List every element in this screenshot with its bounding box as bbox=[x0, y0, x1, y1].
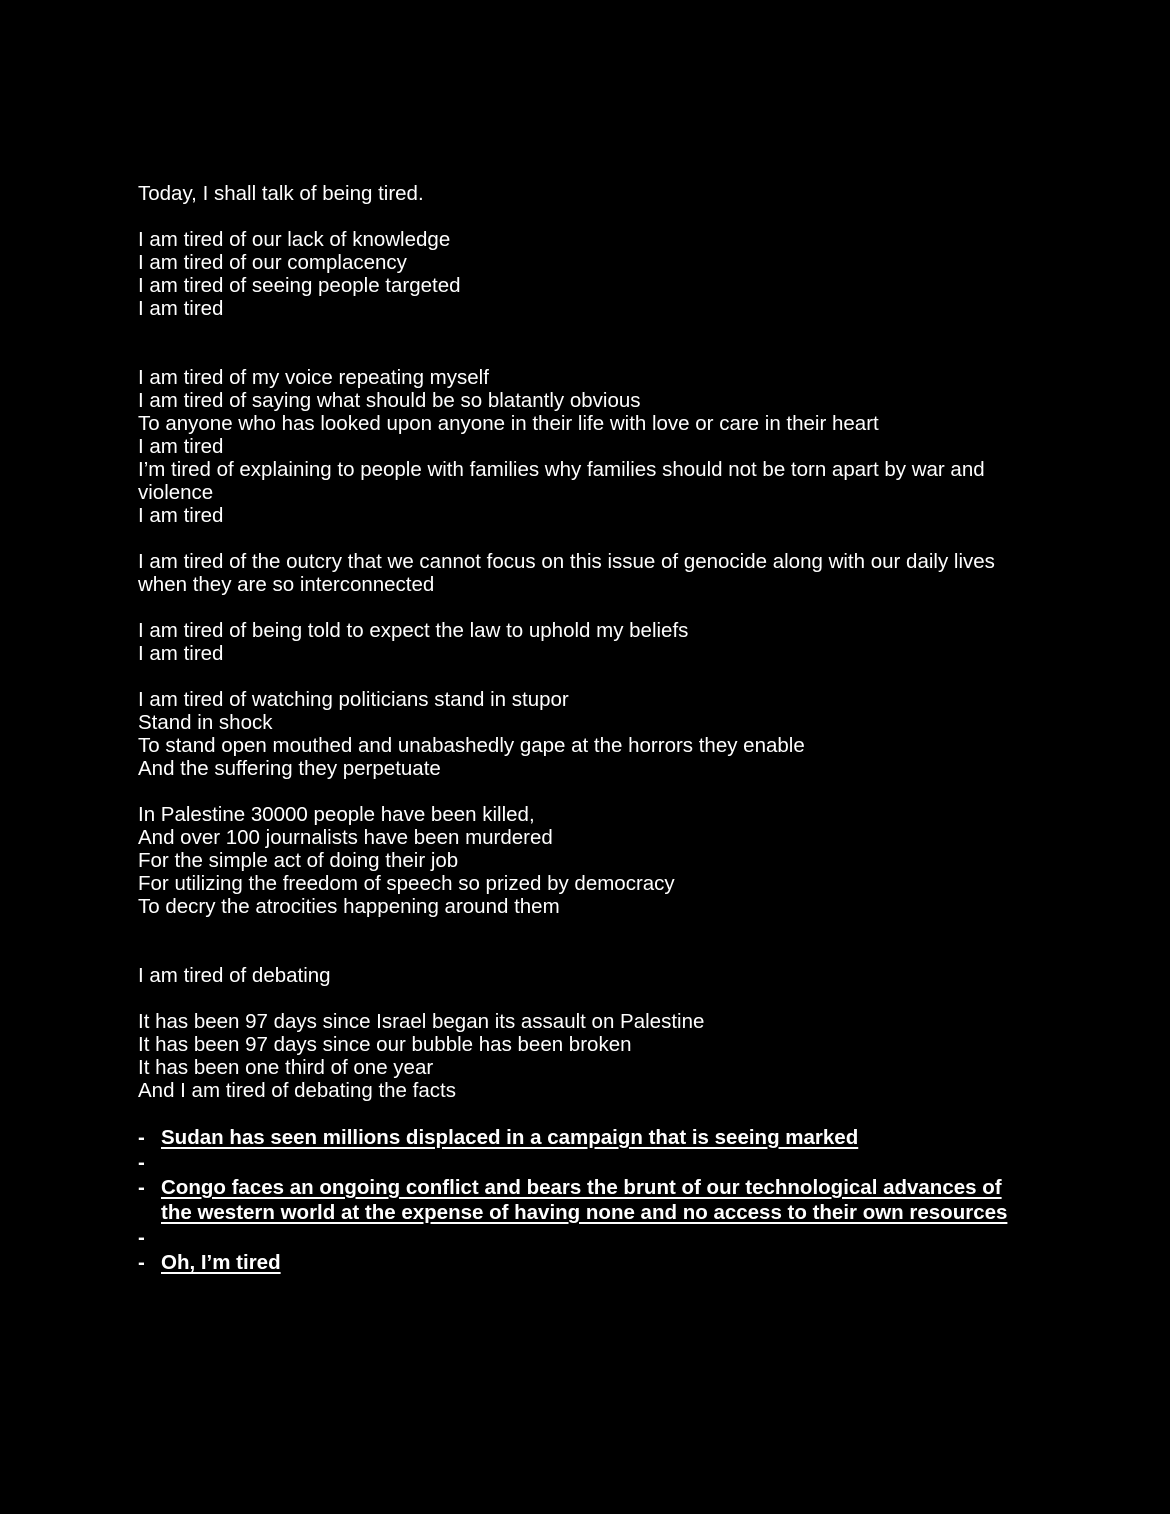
poem-line: I am tired of watching politicians stand in stupor bbox=[138, 688, 569, 711]
poem-line: It has been 97 days since our bubble has been broken bbox=[138, 1033, 632, 1056]
poem-line: I am tired of saying what should be so blatantly obvious bbox=[138, 389, 641, 412]
stanza-6 bbox=[138, 803, 1038, 918]
list-item-text: Congo faces an ongoing conflict and bears the brunt of our technological advances of the western world at the expense of having none and no access to their own resources bbox=[161, 1176, 1008, 1224]
poem-line: I’m tired of explaining to people with families why families should not be torn apart by war and violence bbox=[138, 458, 985, 504]
poem-line: In Palestine 30000 people have been killed, bbox=[138, 803, 535, 826]
stanza-break bbox=[138, 665, 1038, 688]
stanza-3 bbox=[138, 550, 1038, 596]
poem-line: I am tired bbox=[138, 504, 224, 527]
poem-line: For the simple act of doing their job bbox=[138, 849, 459, 872]
opening-line: Today, I shall talk of being tired. bbox=[138, 182, 424, 205]
poem-line: And the suffering they perpetuate bbox=[138, 757, 441, 780]
bullet-dash: - bbox=[138, 1176, 145, 1199]
stanza-break bbox=[138, 205, 1038, 228]
stanza-break bbox=[138, 780, 1038, 803]
poem-line: And I am tired of debating the facts bbox=[138, 1079, 456, 1102]
poem-line: I am tired bbox=[138, 642, 224, 665]
poem-line: I am tired of our lack of knowledge bbox=[138, 228, 451, 251]
poem-line: I am tired of my voice repeating myself bbox=[138, 366, 489, 389]
poem-line: I am tired of our complacency bbox=[138, 251, 407, 274]
poem-line: Stand in shock bbox=[138, 711, 273, 734]
stanza-break bbox=[138, 527, 1038, 550]
bullet-dash: - bbox=[138, 1226, 145, 1249]
poem-line: I am tired bbox=[138, 297, 224, 320]
poem-line: It has been one third of one year bbox=[138, 1056, 434, 1079]
list-item bbox=[138, 1225, 1038, 1250]
list-item-text: Sudan has seen millions displaced in a campaign that is seeing marked bbox=[161, 1126, 859, 1149]
stanza-4 bbox=[138, 619, 1038, 665]
stanza-break bbox=[138, 320, 1038, 366]
stanza-break bbox=[138, 987, 1038, 1010]
poem-line: I am tired of seeing people targeted bbox=[138, 274, 461, 297]
bullet-list bbox=[138, 1125, 1038, 1275]
poem-line: To decry the atrocities happening around them bbox=[138, 895, 560, 918]
list-item bbox=[138, 1150, 1038, 1175]
list-item bbox=[138, 1125, 1038, 1150]
bullet-dash: - bbox=[138, 1126, 145, 1149]
stanza-7 bbox=[138, 964, 1038, 987]
stanza-8 bbox=[138, 1010, 1038, 1102]
poem-line: For utilizing the freedom of speech so prized by democracy bbox=[138, 872, 675, 895]
stanza-2 bbox=[138, 366, 1038, 527]
poem-body bbox=[138, 182, 1038, 1275]
poem-line: To stand open mouthed and unabashedly gape at the horrors they enable bbox=[138, 734, 805, 757]
bullet-dash: - bbox=[138, 1151, 145, 1174]
list-item bbox=[138, 1250, 1038, 1275]
poem-line: I am tired bbox=[138, 435, 224, 458]
stanza-break bbox=[138, 596, 1038, 619]
list-item bbox=[138, 1175, 1038, 1225]
poem-line: I am tired of the outcry that we cannot focus on this issue of genocide along with our daily lives when they are so interconnected bbox=[138, 550, 995, 596]
poem-line: I am tired of debating bbox=[138, 964, 331, 987]
poem-line: I am tired of being told to expect the law to uphold my beliefs bbox=[138, 619, 689, 642]
stanza-5 bbox=[138, 688, 1038, 780]
poem-line: And over 100 journalists have been murdered bbox=[138, 826, 553, 849]
poem-line: It has been 97 days since Israel began its assault on Palestine bbox=[138, 1010, 705, 1033]
bullet-dash: - bbox=[138, 1251, 145, 1274]
poem-line: To anyone who has looked upon anyone in their life with love or care in their heart bbox=[138, 412, 879, 435]
stanza-1 bbox=[138, 228, 1038, 320]
list-item-text: Oh, I’m tired bbox=[161, 1251, 281, 1274]
stanza-break bbox=[138, 918, 1038, 964]
